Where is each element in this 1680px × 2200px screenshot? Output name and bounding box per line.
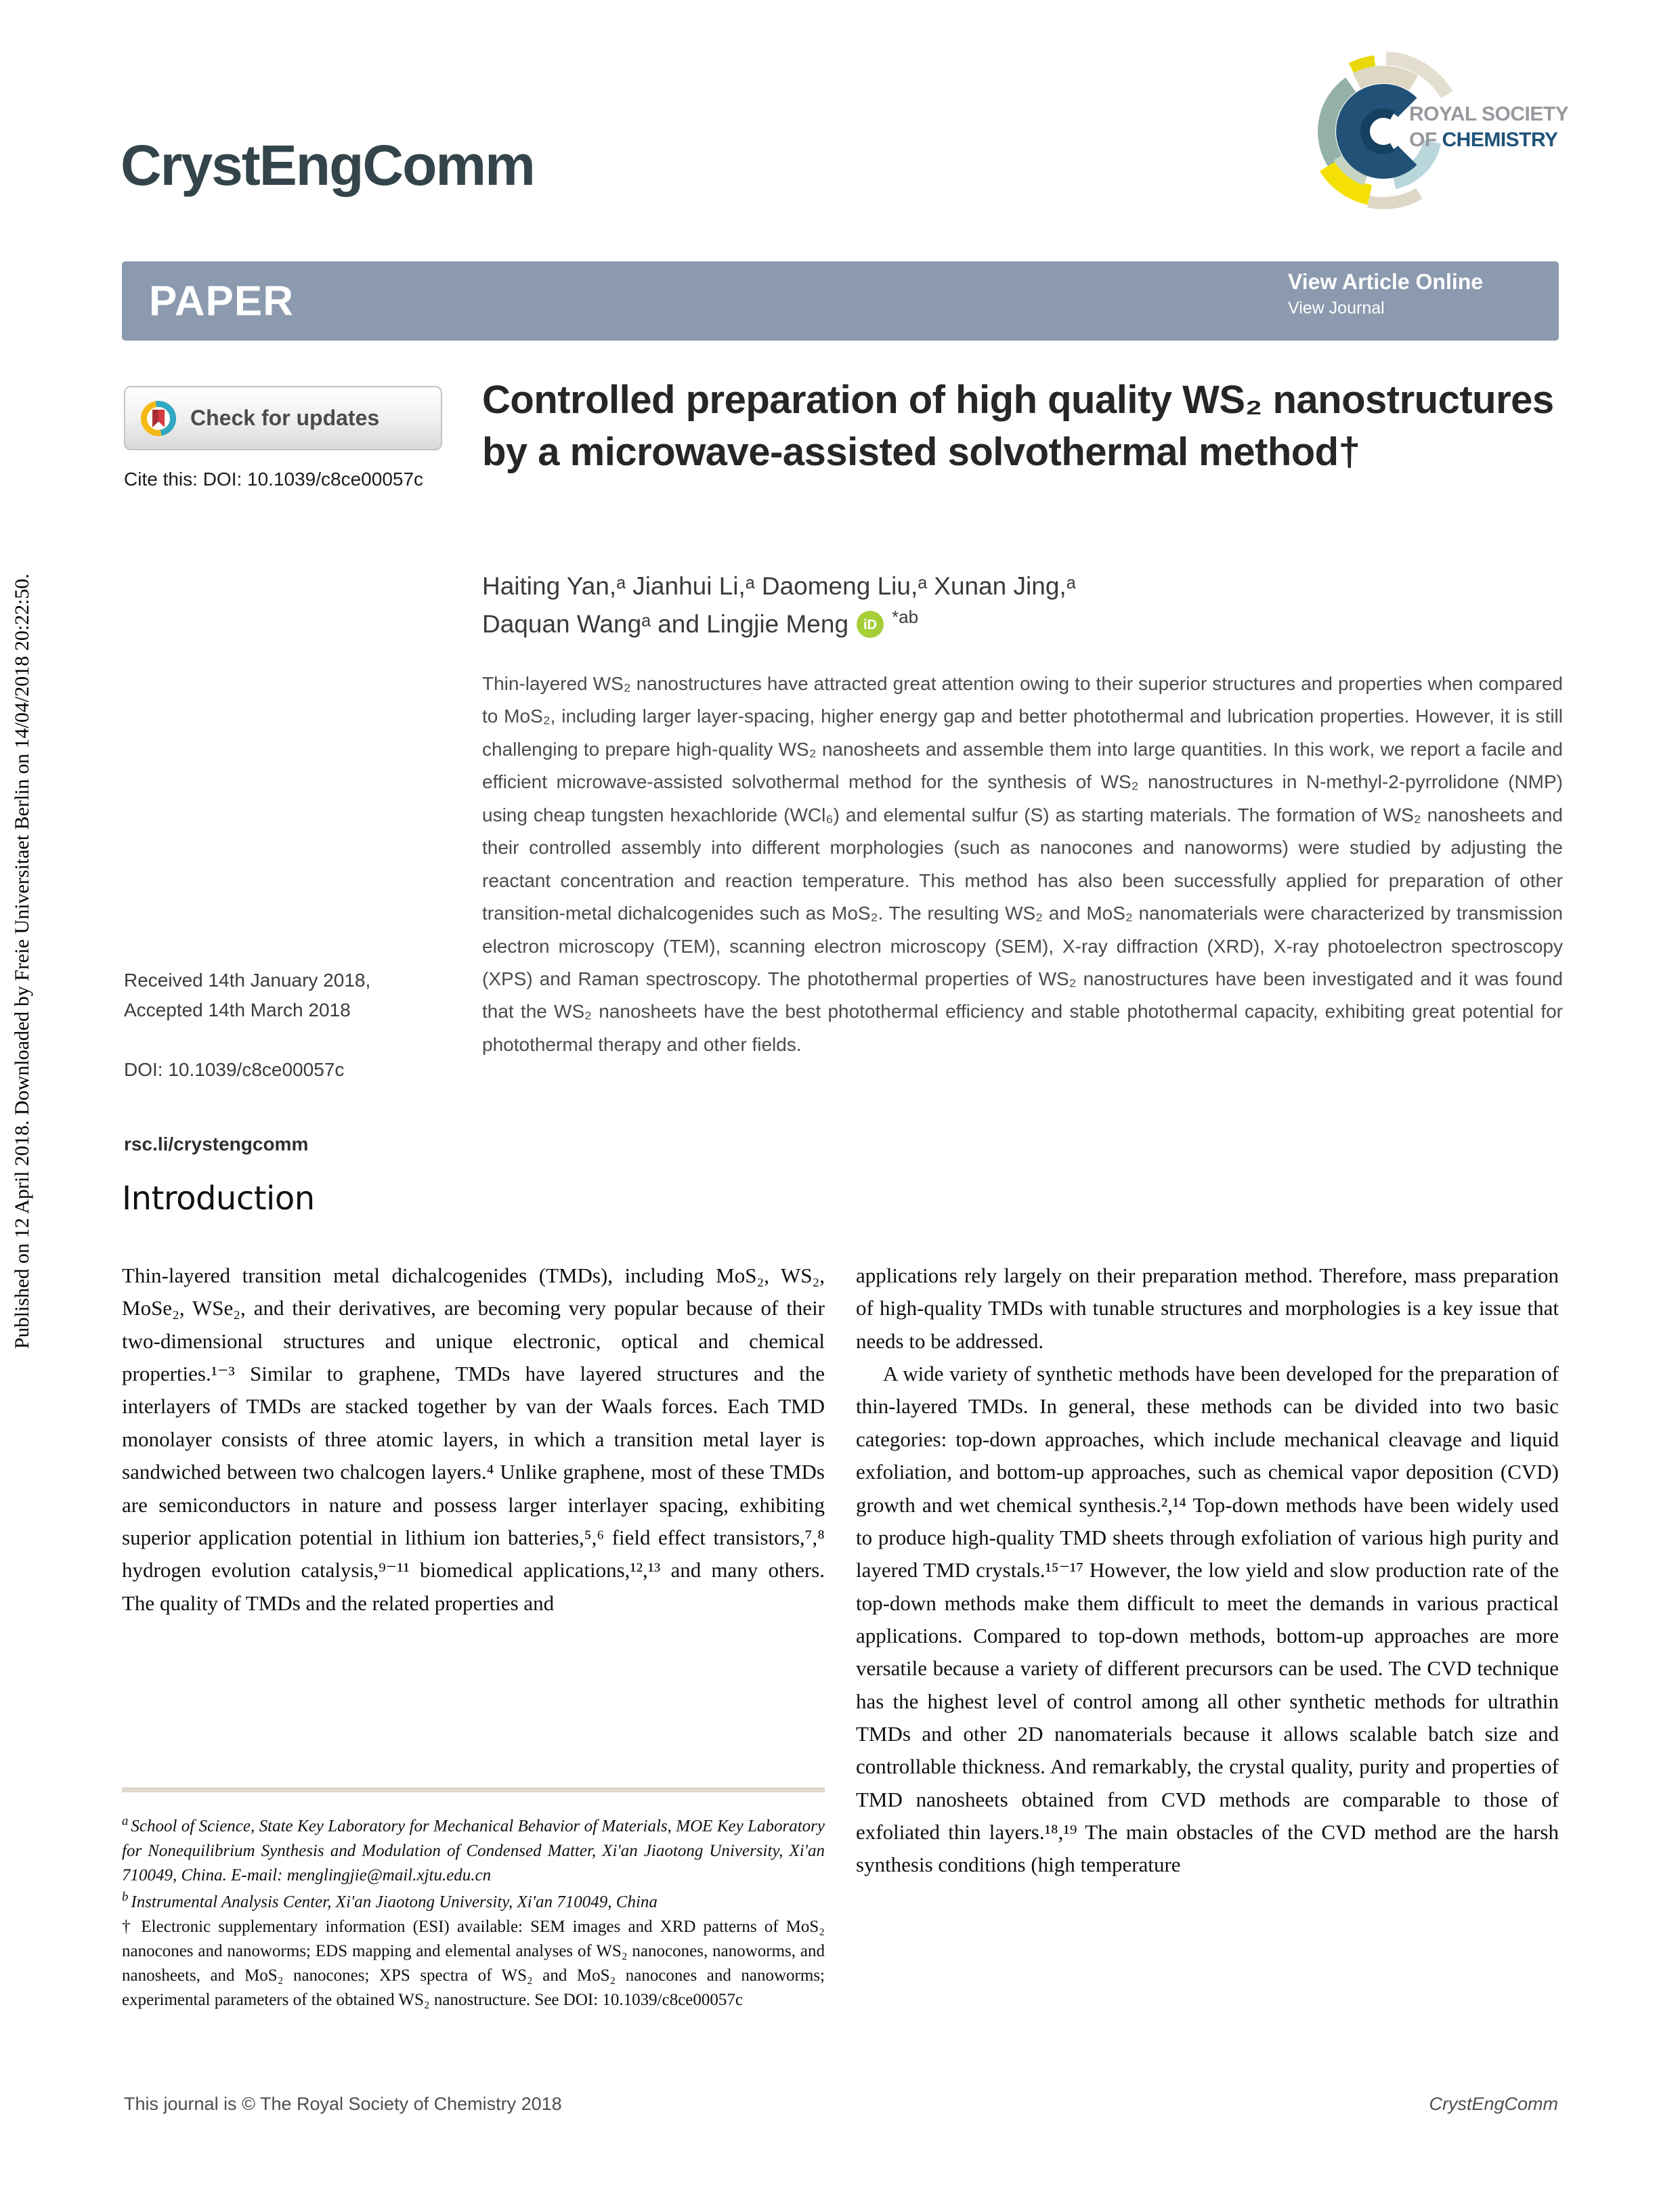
rsc-logo — [1310, 31, 1581, 234]
footer-copyright: This journal is © The Royal Society of Chemistry 2018 — [124, 2094, 562, 2114]
accepted-date: Accepted 14th March 2018 — [124, 999, 351, 1020]
footnote-b-marker: b — [122, 1890, 129, 1905]
abstract-text: Thin-layered WS₂ nanostructures have attracted great attention owing to their superior structures and properties when compared to MoS₂, including larger layer-spacing, higher energy gap and better photothermal and lubrication properties. However, it is still challenging to prepare high-quality WS₂ nanosheets and assemble them into large quantities. In this work, we report a facile and efficient microwave-assisted solvothermal method for the synthesis of WS₂ nanostructures in N-methyl-2-pyrrolidone (NMP) using cheap tungsten hexachloride (WCl₆) and elemental sulfur (S) as starting materials. The formation of WS₂ nanosheets and their controlled assembly into different morphologies (such as nanocones and nanoworms) were studied by adjusting the reactant concentration and reaction temperature. This method has also been successfully applied for preparation of other transition-metal dichalcogenides such as MoS₂. The resulting WS₂ and MoS₂ nanomaterials were characterized by transmission electron microscopy (TEM), scanning electron microscopy (SEM), X-ray diffraction (XRD), X-ray photoelectron spectroscopy (XPS) and Raman spectroscopy. The photothermal properties of WS₂ nanostructures have been investigated and it was found that the WS₂ nanosheets have the best photothermal efficiency and stable photothermal capacity, exhibiting great potential for photothermal therapy and other fields. — [482, 673, 1563, 1055]
footnote-a-marker: a — [122, 1814, 129, 1828]
author-list — [482, 570, 1566, 641]
section-heading-introduction: Introduction — [122, 1180, 315, 1217]
footnote-divider — [122, 1788, 825, 1792]
body-column-right — [856, 1259, 1559, 1882]
check-for-updates-label: Check for updates — [190, 406, 380, 430]
footnote-esi: † Electronic supplementary information (ESI) available: SEM images and XRD patterns of MoS₂ nanocones and nanoworms; EDS mapping and elemental analyses of WS₂ nanocones, nanoworms, and nanosheets, and MoS₂ nanocones; XPS spectra of WS₂ and MoS₂ nanocones and nanoworms; experimental parameters of the obtained WS₂ nanostructure. See DOI: 10.1039/c8ce00057c — [122, 1917, 825, 2010]
view-article-online-link[interactable]: View Article Online — [1288, 269, 1484, 294]
article-doi: DOI: 10.1039/c8ce00057c — [124, 1059, 345, 1080]
orcid-icon-label: iD — [863, 618, 878, 633]
footer-journal-name: CrystEngComm — [1429, 2094, 1558, 2114]
journal-masthead-title: CrystEngComm — [121, 133, 534, 197]
paper-banner — [122, 261, 1559, 341]
rsc-wordmark-chemistry: CHEMISTRY — [1442, 129, 1558, 151]
view-journal-link[interactable]: View Journal — [1288, 299, 1385, 318]
footnote-b-text: Instrumental Analysis Center, Xi'an Jiaotong University, Xi'an 710049, China — [131, 1893, 658, 1912]
orcid-icon[interactable] — [857, 611, 884, 638]
crossmark-icon — [139, 399, 178, 438]
authors-line1: Haiting Yan,ᵃ Jianhui Li,ᵃ Daomeng Liu,ᵃ Xunan Jing,ᵃ — [482, 572, 1076, 600]
sidebar-provenance-text: Published on 12 April 2018. Downloaded by Freie Universitaet Berlin on 14/04/2018 20:22:50. — [11, 574, 33, 1349]
rsc-wordmark-line1: ROYAL SOCIETY — [1409, 103, 1569, 125]
footnote-b — [122, 1888, 825, 1915]
intro-paragraph-3: A wide variety of synthetic methods have been developed for the preparation of thin-layered TMDs. In general, these methods can be divided into two basic categories: top-down approaches, which include mechanical cleavage and liquid exfoliation, and bottom-up approaches, such as chemical vapor deposition (CVD) growth and wet chemical synthesis.²,¹⁴ Top-down methods have been widely used to produce high-quality TMD sheets through exfoliation of various high purity and layered TMD crystals.¹⁵⁻¹⁷ However, the low yield and slow production rate of the top-down methods make them difficult to meet the demands in various practical applications. Compared to top-down methods, bottom-up approaches are more versatile because a variety of different precursors can be used. The CVD technique has the highest level of control among all other synthetic methods for ultrathin TMDs and other 2D nanomaterials because it allows scalable batch size and controllable thickness. And remarkably, the crystal quality, purity and properties of TMD nanosheets obtained from CVD methods are comparable to those of exfoliated thin layers.¹⁸,¹⁹ The main obstacles of the CVD method are the harsh synthesis conditions (high temperature — [856, 1362, 1559, 1877]
rsc-wordmark-of: OF — [1409, 129, 1442, 151]
corresponding-author-marker: *ab — [892, 607, 919, 628]
article-title: Controlled preparation of high quality WS₂ nanostructures by a microwave-assisted solvothermal method† — [482, 378, 1554, 475]
journal-url-link[interactable]: rsc.li/crystengcomm — [124, 1134, 309, 1155]
article-type-label: PAPER — [149, 278, 295, 324]
body-column-left — [122, 1259, 825, 1620]
check-for-updates-button[interactable] — [124, 386, 442, 450]
authors-line2-names: Daquan Wangᵃ and Lingjie Meng — [482, 610, 849, 639]
svg-text:OF CHEMISTRY — [1409, 129, 1558, 151]
intro-paragraph-2: applications rely largely on their preparation method. Therefore, mass preparation of high-quality TMDs with tunable structures and morphologies is a key issue that needs to be addressed. — [856, 1264, 1559, 1353]
banner-links — [1288, 269, 1483, 318]
authors-line2 — [482, 608, 1566, 641]
intro-paragraph-1: Thin-layered transition metal dichalcogenides (TMDs), including MoS₂, WS₂, MoSe₂, WSe₂, and their derivatives, are becoming very popular because of their two-dimensional structures and unique electronic, optical and chemical properties.¹⁻³ Similar to graphene, TMDs have layered structures and the interlayers of TMDs are stacked together by van der Waals forces. Each TMD monolayer consists of three atomic layers, in which a transition metal layer is sandwiched between two chalcogen layers.⁴ Unlike graphene, most of these TMDs are semiconductors in nature and possess larger interlayer spacing, exhibiting superior application potential in lithium ion batteries,⁵,⁶ field effect transistors,⁷,⁸ hydrogen evolution catalysis,⁹⁻¹¹ biomedical applications,¹²,¹³ and many others. The quality of TMDs and the related properties and — [122, 1264, 825, 1615]
cite-doi-text: Cite this: DOI: 10.1039/c8ce00057c — [124, 469, 424, 490]
received-date: Received 14th January 2018, — [124, 970, 371, 991]
footnote-a — [122, 1812, 825, 1888]
footnotes-block — [122, 1812, 825, 2013]
footnote-a-text: School of Science, State Key Laboratory for Mechanical Behavior of Materials, MOE Key Laboratory for Nonequilibrium Synthesis and Modulation of Condensed Matter, Xi'an Jiaotong University, Xi'an 710049, China. E-mail: menglingjie@mail.xjtu.edu.cn — [122, 1817, 825, 1884]
